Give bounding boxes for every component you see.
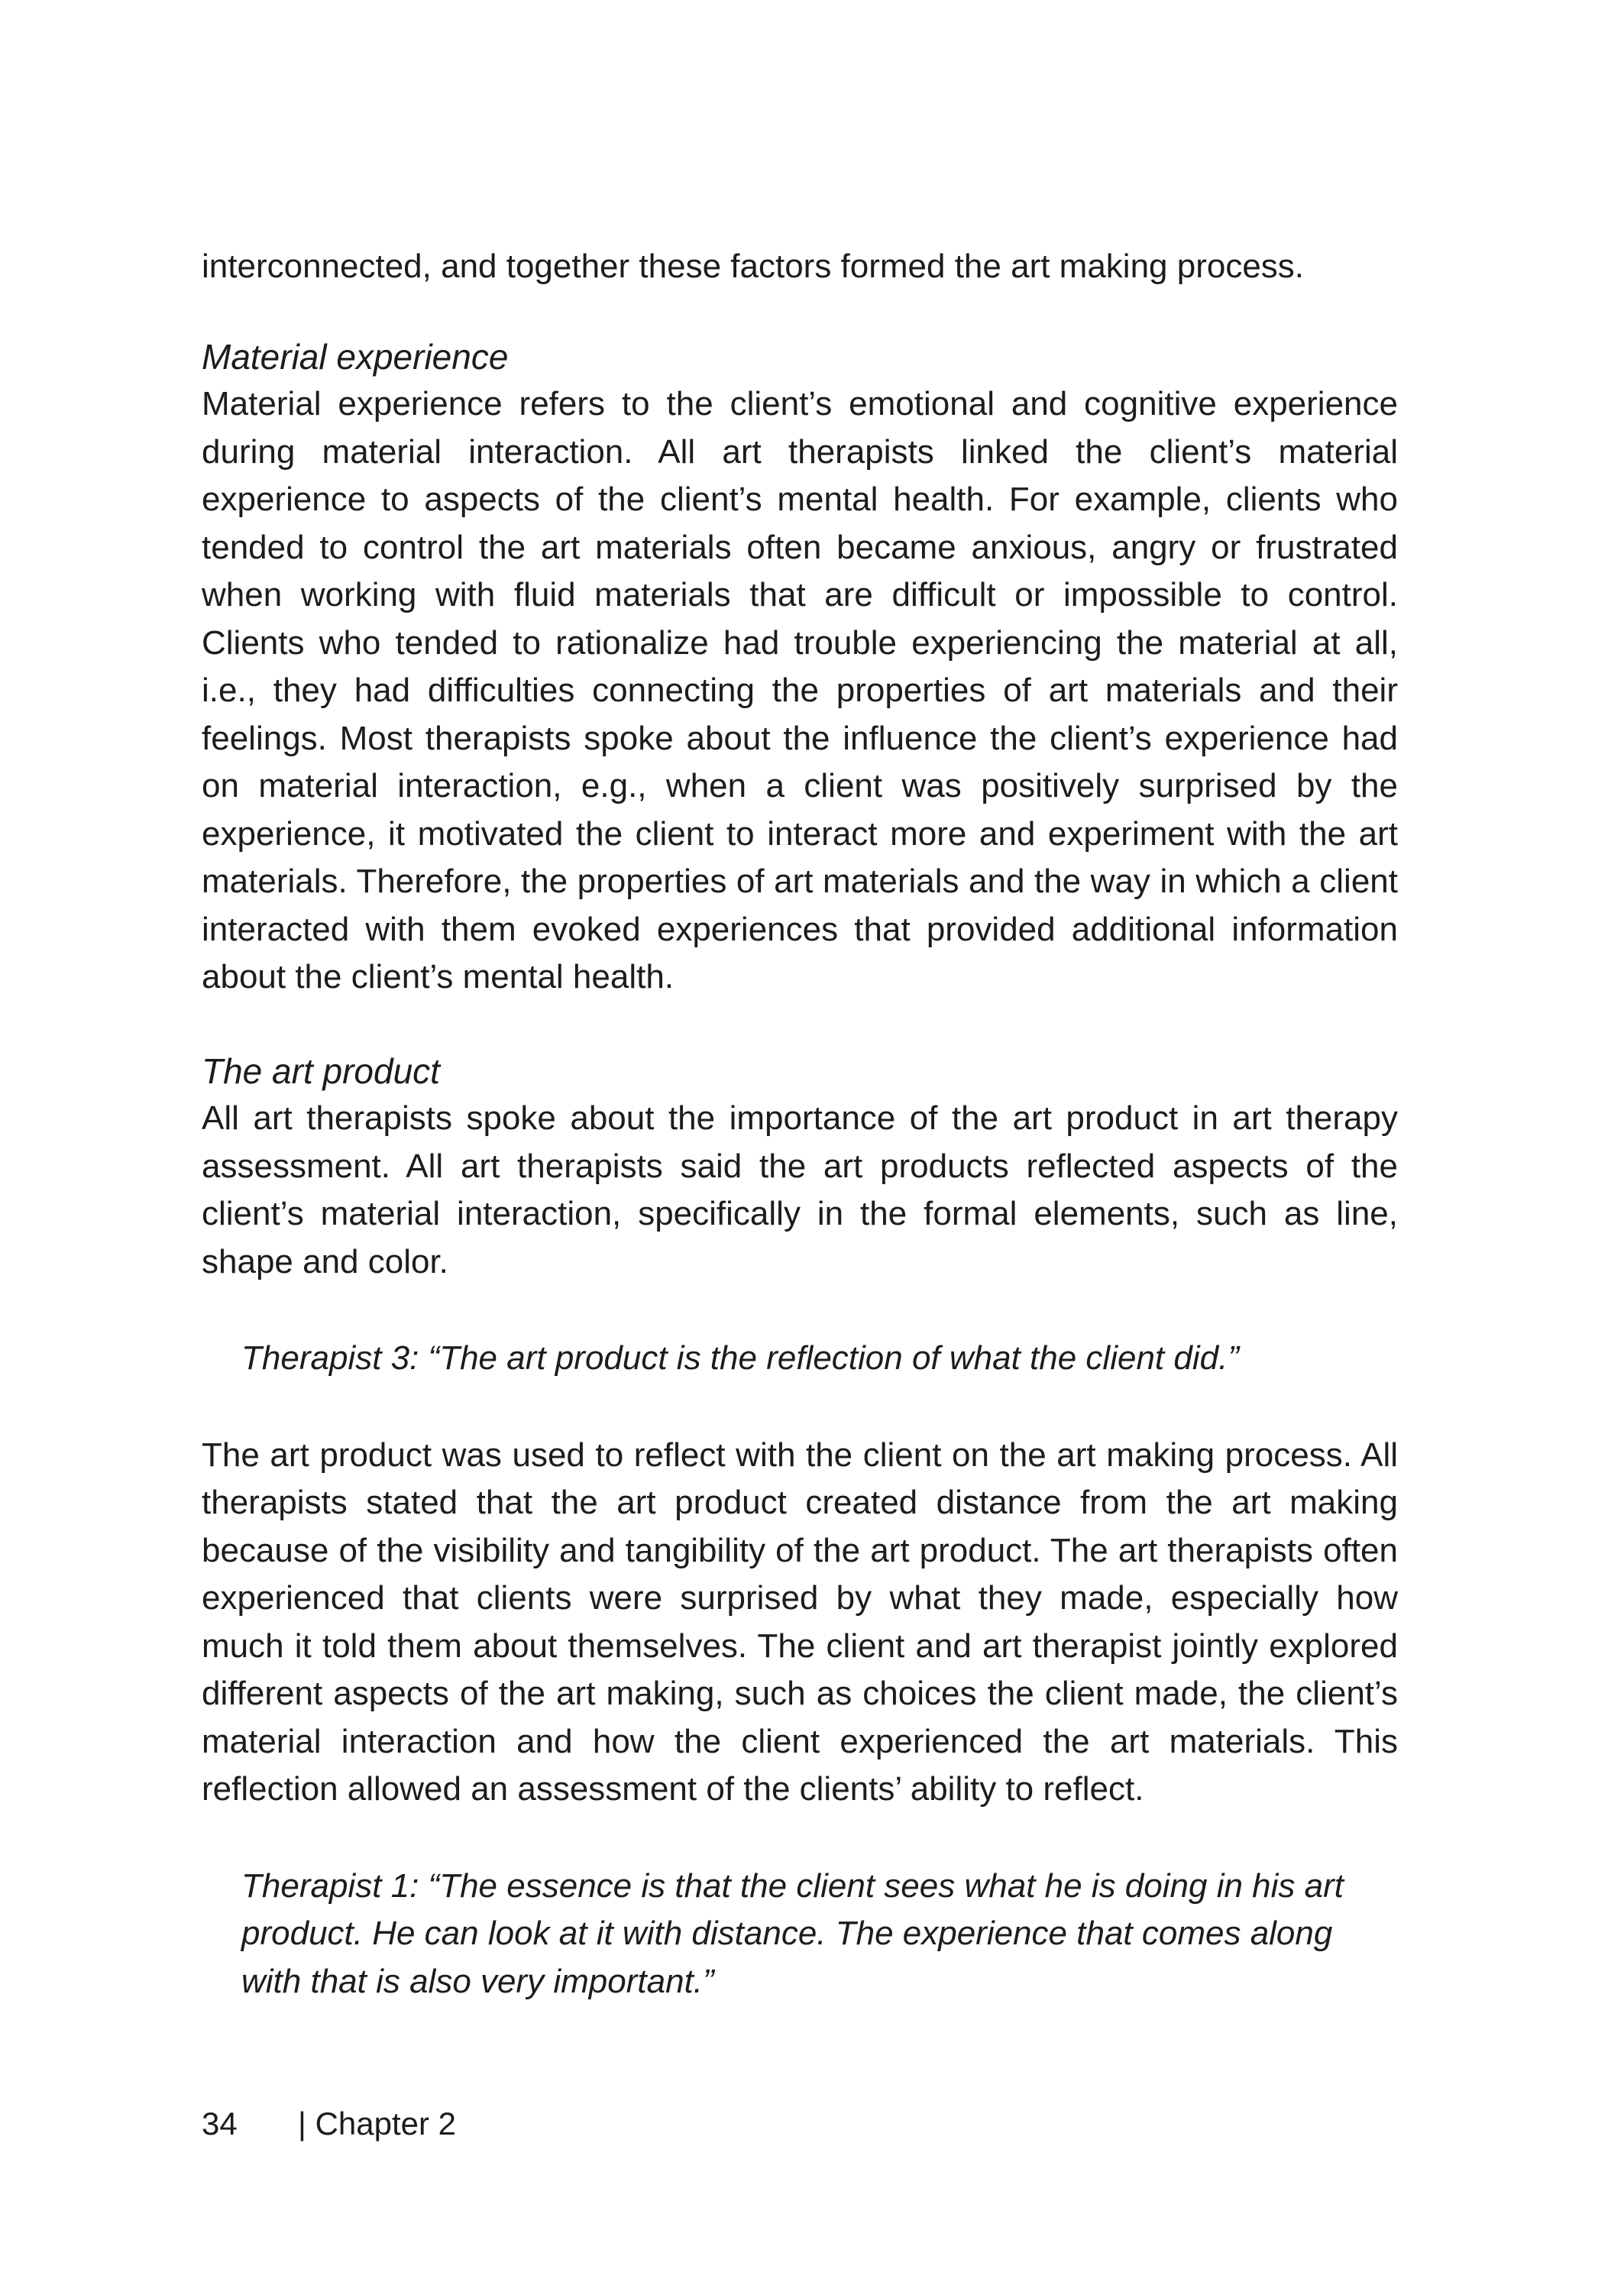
therapist-quote: Therapist 1: “The essence is that the client sees what he is doing in his art product. He can look at it with distance. The experience that comes along with that is also very important.” (241, 1866, 1344, 2000)
section-paragraph: The art product was used to reflect with the client on the art making process. All therapists stated that the art product created distance from the art making because of the visibility and tangibility of the art product. The art therapists often experienced that clients were surprised by what they made, especially how much it told them about themselves. The client and art therapist jointly explored different aspects of the art making, such as choices the client made, the client’s material interaction and how the client experienced the art materials. This reflection allowed an assessment of the clients’ ability to reflect. (202, 1436, 1398, 1808)
section-art-product (202, 1047, 1398, 2006)
opening-line: interconnected, and together these factors formed the art making process. (202, 248, 1305, 285)
therapist-quote: Therapist 3: “The art product is the reflection of what the client did.” (241, 1339, 1239, 1377)
section-paragraph: All art therapists spoke about the importance of the art product in art therapy assessment. All art therapists said the art products reflected aspects of the client’s material interaction, specifically in the formal elements, such as line, shape and color. (202, 1099, 1398, 1280)
section-heading: Material experience (202, 336, 509, 377)
page-body (202, 243, 1398, 2006)
page-footer (202, 2101, 456, 2147)
section-heading: The art product (202, 1050, 440, 1091)
section-material-experience (202, 333, 1398, 1002)
section-paragraph: Material experience refers to the client’s emotional and cognitive experience during material interaction. All art therapists linked the client’s material experience to aspects of the client’s mental health. For example, clients who tended to control the art materials often became anxious, angry or frustrated when working with fluid materials that are difficult or impossible to control. Clients who tended to rationalize had trouble experiencing the material at all, i.e., they had difficulties connecting the properties of art materials and their feelings. Most therapists spoke about the influence the client’s experience had on material interaction, e.g., when a client was positively surprised by the experience, it motivated the client to interact more and experiment with the art materials. Therefore, the properties of art materials and the way in which a client interacted with them evoked experiences that provided additional information about the client’s mental health. (202, 385, 1398, 995)
page-number: 34 (202, 2106, 238, 2141)
chapter-label: | Chapter 2 (298, 2106, 457, 2141)
